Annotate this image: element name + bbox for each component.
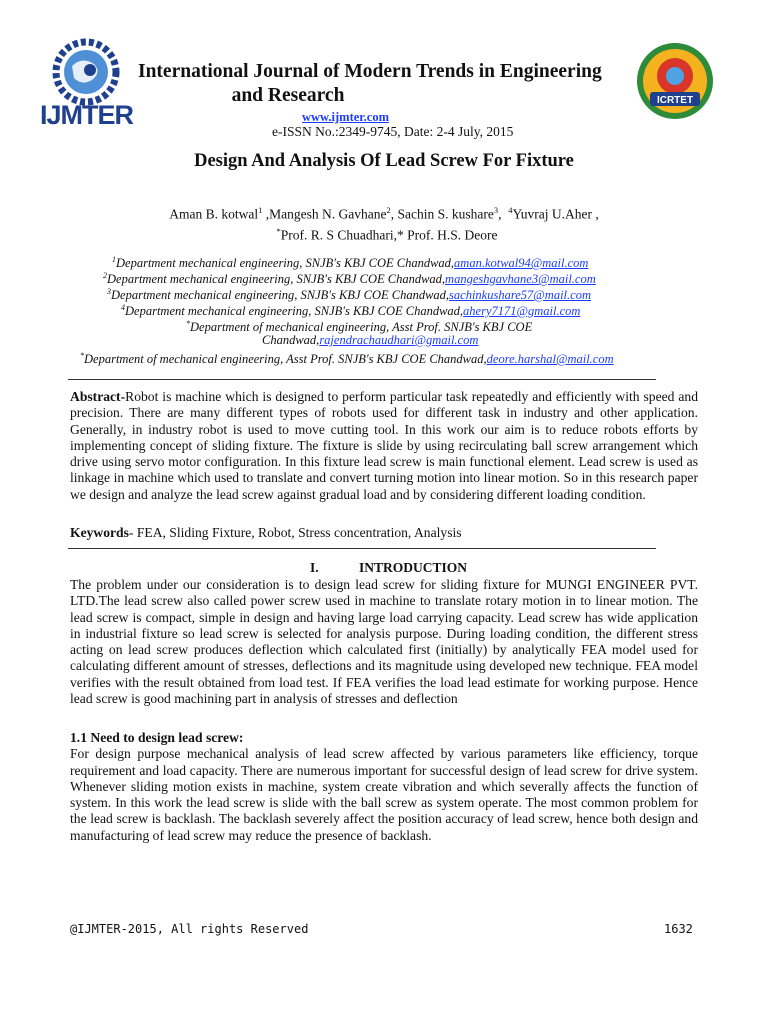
subsection-block xyxy=(70,730,698,844)
journal-title xyxy=(138,60,658,108)
author-name: Prof. R. S Chuadhari,* Prof. H.S. Deore xyxy=(280,227,498,242)
section-title: INTRODUCTION xyxy=(359,560,468,575)
affiliation-text: Chandwad, xyxy=(262,333,320,347)
affiliation-email-link[interactable]: sachinkushare57@mail.com xyxy=(449,288,591,303)
author-sup: 4 xyxy=(508,205,513,215)
abstract-paragraph xyxy=(70,389,698,503)
journal-url-link[interactable]: www.ijmter.com xyxy=(302,110,390,124)
logo-left-text: IJMTER xyxy=(40,100,134,130)
subsection-title: 1.1 Need to design lead screw: xyxy=(70,730,244,745)
subsection-heading xyxy=(70,730,698,746)
affiliation-text: Department mechanical engineering, SNJB's KBJ COE Chandwad, xyxy=(107,272,446,287)
affiliation-sup: 4 xyxy=(121,303,125,312)
abstract-bottom-rule xyxy=(68,548,656,549)
author-sup: 2 xyxy=(386,205,391,215)
affiliation-email-link[interactable]: deore.harshal@mail.com xyxy=(486,352,614,367)
affiliation-text: Department mechanical engineering, SNJB's KBJ COE Chandwad, xyxy=(125,304,464,319)
footer-copyright: @IJMTER-2015, All rights Reserved xyxy=(70,922,309,936)
author-name: ,Mangesh N. Gavhane xyxy=(262,206,387,222)
affiliation-text: Department of mechanical engineering, Asst Prof. SNJB's KBJ COE xyxy=(190,320,533,335)
affiliation-email-link[interactable]: rajendrachaudhari@gmail.com xyxy=(319,333,479,347)
abstract-top-rule xyxy=(68,379,656,380)
abstract-label: Abstract- xyxy=(70,389,126,404)
journal-title-line1: International Journal of Modern Trends in Engineering xyxy=(138,61,602,82)
affiliation-email-link[interactable]: aman.kotwal94@mail.com xyxy=(454,256,589,271)
author-sup: 3 xyxy=(493,205,499,215)
affiliation-sup: * xyxy=(80,351,84,360)
keywords-paragraph xyxy=(70,525,698,541)
icrtet-logo-icon xyxy=(634,40,716,122)
affiliation-item xyxy=(80,348,614,367)
footer-page-number: 1632 xyxy=(664,922,693,936)
authors-line2 xyxy=(0,223,768,244)
journal-title-line2: and Research xyxy=(231,85,345,106)
logo-right-text: ICRTET xyxy=(656,95,694,106)
affiliation-text: Department of mechanical engineering, Asst Prof. SNJB's KBJ COE Chandwad, xyxy=(84,352,487,367)
keywords-label: Keywords xyxy=(70,525,129,540)
author-sup: 1 xyxy=(258,205,263,215)
keywords-text: - FEA, Sliding Fixture, Robot, Stress concentration, Analysis xyxy=(128,525,462,540)
affiliation-sup: 1 xyxy=(112,255,116,264)
section-number: I. xyxy=(310,560,319,575)
subsection-paragraph: For design purpose mechanical analysis of lead screw affected by various parameters like efficiency, torque requirement and load capacity. There are numerous important for successful design of lead screw for drive system. Whenever sliding motion exists in machine, system create vibration and which severally affects the function of system. In this work the lead screw is slide with the ball screw as system operate. The most common problem for the lead screw is backlash. The backlash severely affect the position accuracy of lead screw, hence both design and manufacturing of lead screw may reduce the presence of backlash. xyxy=(70,746,698,843)
author-sep: , xyxy=(498,206,509,222)
journal-issn-date: e-ISSN No.:2349-9745, Date: 2-4 July, 2015 xyxy=(272,124,514,139)
introduction-paragraph: The problem under our consideration is to design lead screw for sliding fixture for MUNGI ENGINEER PVT. LTD.The lead screw also called power screw used in machine to translate rotary motion in to linear motion. The lead screw is compact, simple in design and having large load carrying capacity. Lead screw has wide application in industrial fixture so lead screw is selected for analysis purpose. During loading condition, the different stress acting on lead screw produces deflection which calculated first (initially) by analytically FEA model used for calculating different amount of stresses, deflections and its magnitude using developed new technique. FEA model verifies with the result obtained from load test. If FEA verifies the load lead estimate for working purpose. Hence lead screw is good machining part in analysis of stresses and deflection xyxy=(70,577,698,707)
abstract-text: Robot is machine which is designed to perform particular task repeatedly and efficiently with speed and precision. There are many different types of robots used for different task in industry and other application. Generally, in industry robot is used to move cutting tool. In this work our aim is to reduce robots efforts by implementing concept of sliding fixture. The fixture is slide by using recirculating ball screw arrangement which drive using servo motor configuration. In this fixture lead screw is main functional element. Lead screw is used as linkage in machine which used to translate and convert turning motion into linear motion. So in this research paper we design and analyze the lead screw against gradual load and by considering different loading condition. xyxy=(70,389,698,502)
affiliation-text: Department mechanical engineering, SNJB's KBJ COE Chandwad, xyxy=(111,288,450,303)
affiliation-email-link[interactable]: ahery7171@gmail.com xyxy=(463,304,581,319)
affiliation-item xyxy=(262,332,478,348)
affiliation-sup: * xyxy=(186,319,190,328)
affiliation-sup: 2 xyxy=(103,271,107,280)
author-name: Yuvraj U.Aher , xyxy=(512,206,599,222)
affiliation-text: Department mechanical engineering, SNJB's KBJ COE Chandwad, xyxy=(116,256,455,271)
authors-line1 xyxy=(0,202,768,223)
introduction-block xyxy=(70,577,698,707)
author-name: Aman B. kotwal xyxy=(169,206,259,222)
paper-title: Design And Analysis Of Lead Screw For Fixture xyxy=(194,151,574,171)
author-sup: * xyxy=(276,225,281,236)
abstract-block xyxy=(70,389,698,503)
affiliation-email-link[interactable]: mangeshgavhane3@mail.com xyxy=(445,272,596,287)
author-name: , Sachin S. kushare xyxy=(390,206,494,222)
keywords-block xyxy=(70,525,698,541)
affiliation-sup: 3 xyxy=(107,287,111,296)
authors xyxy=(0,202,768,243)
